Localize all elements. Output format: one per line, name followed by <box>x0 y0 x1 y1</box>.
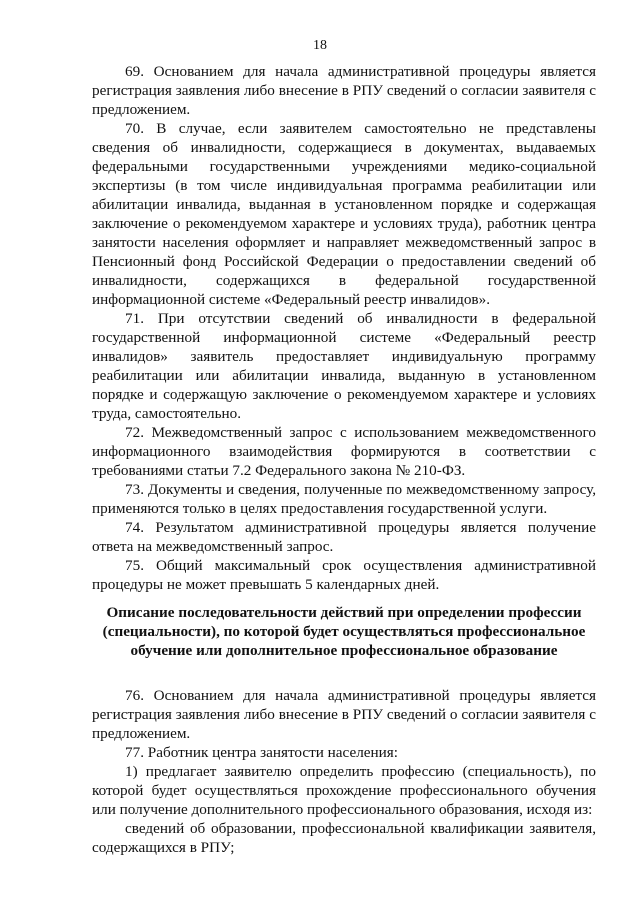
section-heading: Описание последовательности действий при определении профессии (специальности), по которой будет осуществляться профессиональное обучение или дополнительное профессиональное образование <box>102 604 586 659</box>
paragraph-72: 72. Межведомственный запрос с использованием межведомственного информационного взаимодействия формируются в соответствии с требованиями статьи 7.2 Федерального закона № 210-ФЗ. <box>92 424 596 479</box>
paragraph-74: 74. Результатом административной процедуры является получение ответа на межведомственный запрос. <box>92 519 596 555</box>
paragraph-76: 76. Основанием для начала административной процедуры является регистрация заявления либо внесение в РПУ сведений о согласии заявителя с предложением. <box>92 687 596 742</box>
paragraph-70: 70. В случае, если заявителем самостоятельно не представлены сведения об инвалидности, содержащиеся в документах, выдаваемых федеральными государственными учреждениями медико-социальной экспертизы (в том числе индивидуальная программа реабилитации или абилитации инвалида, выданная в установленном порядке и содержащая заключение о рекомендуемом характере и условиях труда), работник центра занятости населения оформляет и направляет межведомственный запрос в Пенсионный фонд Российской Федерации о предоставлении сведений об инвалидности, содержащихся в федеральной государственной информационной системе «Федеральный реестр инвалидов». <box>92 120 596 308</box>
paragraph-77-item-1-source: сведений об образовании, профессиональной квалификации заявителя, содержащихся в РПУ; <box>92 820 596 856</box>
paragraph-71: 71. При отсутствии сведений об инвалидности в федеральной государственной информационной системе «Федеральный реестр инвалидов» заявитель предоставляет индивидуальную программу реабилитации или абилитации инвалида, выданную в установленном порядке и содержащую заключение о рекомендуемом характере и условиях труда, самостоятельно. <box>92 310 596 422</box>
paragraph-75: 75. Общий максимальный срок осуществления административной процедуры не может превышать 5 календарных дней. <box>92 557 596 593</box>
paragraph-73: 73. Документы и сведения, полученные по межведомственному запросу, применяются только в целях предоставления государственной услуги. <box>92 481 596 517</box>
paragraph-77-item-1: 1) предлагает заявителю определить профессию (специальность), по которой будет осуществляться прохождение профессионального обучения или получение дополнительного профессионального образования, исходя из: <box>92 763 596 818</box>
page-number: 18 <box>313 38 327 53</box>
body-text-bottom <box>92 686 596 857</box>
paragraph-77: 77. Работник центра занятости населения: <box>125 744 398 761</box>
body-text-top <box>92 62 596 594</box>
paragraph-69: 69. Основанием для начала административной процедуры является регистрация заявления либо внесение в РПУ сведений о согласии заявителя с предложением. <box>92 63 596 118</box>
